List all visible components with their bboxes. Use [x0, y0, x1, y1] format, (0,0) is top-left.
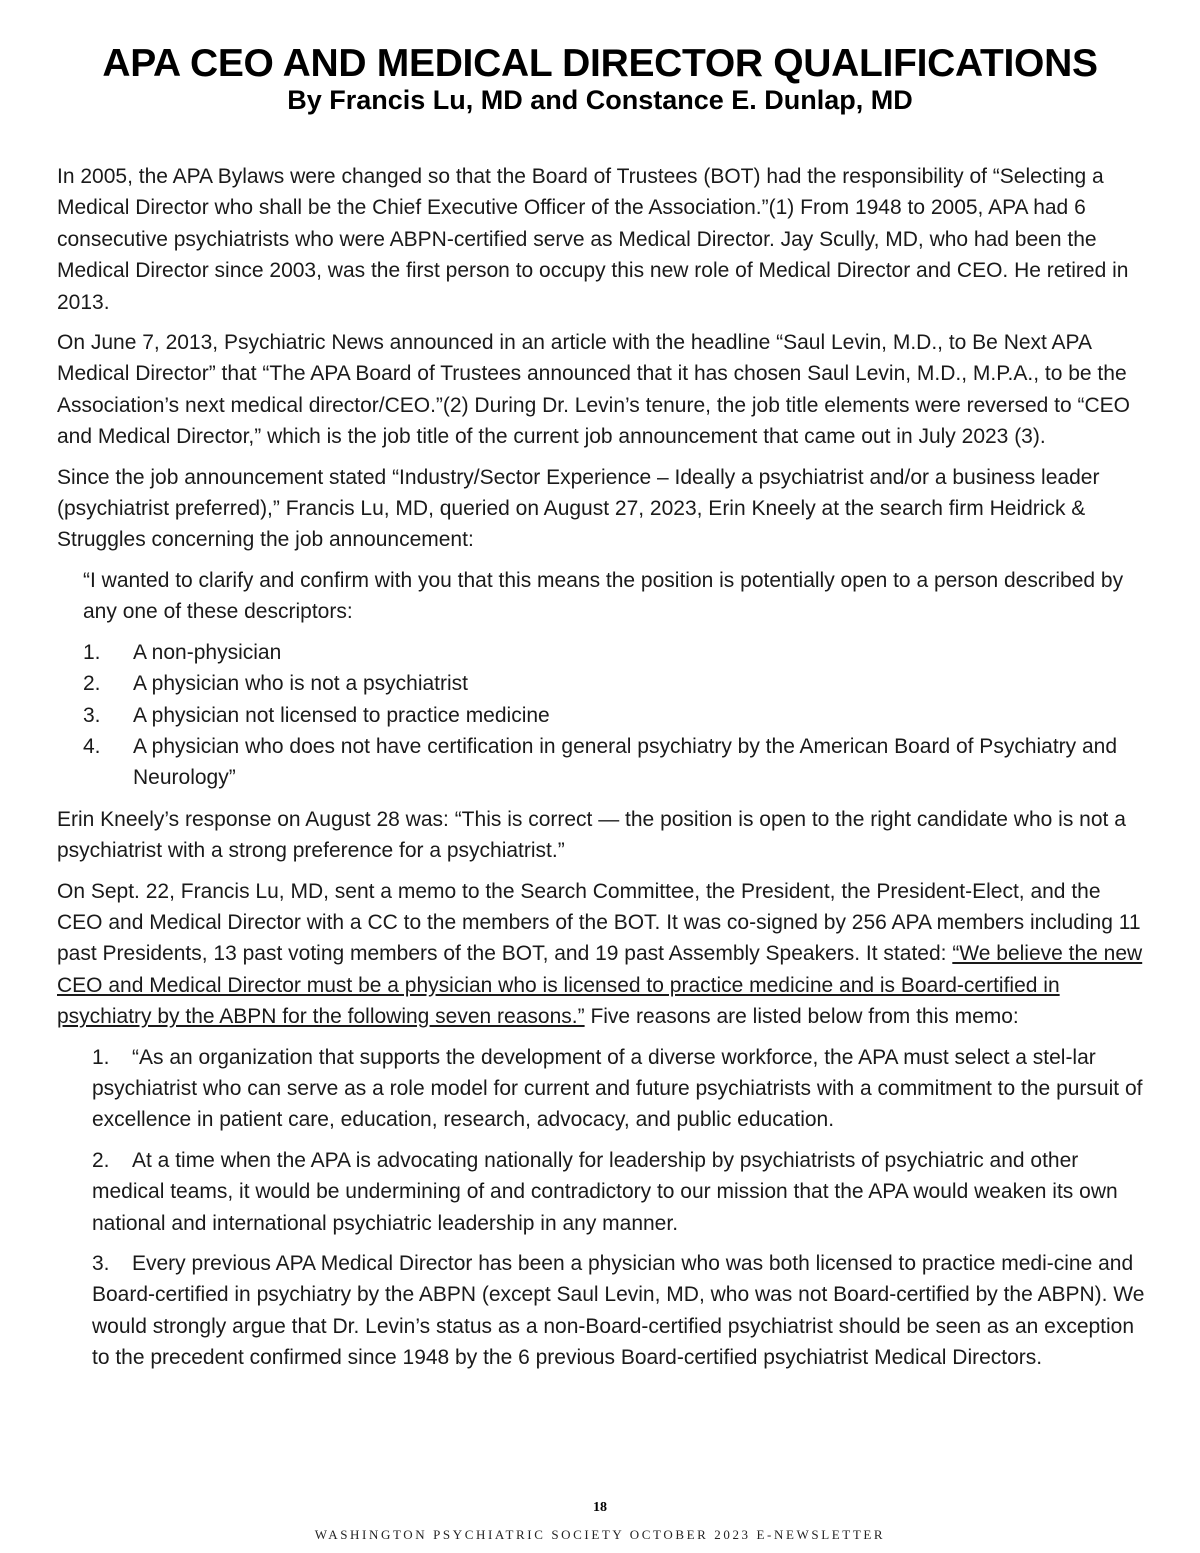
memo-underlined-quote: “We believe the new CEO and Medical Director must be a physician who is licensed to practice medicine and is Board-certified in psychiatry by the ABPN for the following seven reasons.” — [57, 942, 1143, 1029]
list-item: 3. Every previous APA Medical Director has been a physician who was both licensed to practice medi-cine and Board-certified in psychiatry by the ABPN (except Saul Levin, MD, who was not Board-certified by the ABPN). We would strongly argue that Dr. Levin’s status as a non-Board-certified psychiatrist should be seen as an exception to the precedent confirmed since 1948 by the 6 previous Board-certified psychiatrist Medical Directors. — [92, 1252, 1145, 1370]
article-body — [57, 161, 1147, 1383]
list-item: 2. At a time when the APA is advocating nationally for leadership by psychiatrists of psychiatric and other medical teams, it would be undermining of and contradictory to our mission that the APA would weaken its own national and international psychiatric leadership in any manner. — [92, 1148, 1118, 1235]
list-item: 1. “As an organization that supports the development of a diverse workforce, the APA must select a stel-lar psychiatrist who can serve as a role model for current and future psychiatrists with a commitment to the pursuit of excellence in patient care, education, research, advocacy, and public education. — [92, 1045, 1143, 1132]
memo-tail: Five reasons are listed below from this memo: — [584, 1005, 1019, 1029]
list-item: 1. A non-physician — [83, 640, 282, 664]
article-byline: By Francis Lu, MD and Constance E. Dunlap, MD — [287, 85, 913, 115]
memo-lead: On Sept. 22, Francis Lu, MD, sent a memo to the Search Committee, the President, the President-Elect, and the CEO and Medical Director with a CC to the members of the BOT. It was co-signed by 256 APA members including 11 past Presidents, 13 past voting members of the BOT, and 19 past Assembly Speakers. It stated: — [57, 879, 1141, 966]
descriptor-list — [83, 637, 1147, 794]
publication-footer: WASHINGTON PSYCHIATRIC SOCIETY OCTOBER 2023 E-NEWSLETTER — [314, 1527, 886, 1542]
list-item: 2. A physician who is not a psychiatrist — [83, 672, 468, 696]
list-item: 4. A physician who does not have certification in general psychiatry by the American Board of Psychiatry and Neurology” — [83, 734, 1118, 790]
page-number: 18 — [593, 1500, 607, 1515]
article-title: APA CEO AND MEDICAL DIRECTOR QUALIFICATIONS — [102, 42, 1098, 85]
email-quote-intro: “I wanted to clarify and confirm with you that this means the position is potentially open to a person described by any one of these descriptors: — [83, 568, 1124, 624]
paragraph-memo — [57, 876, 1147, 1033]
reasons-list — [92, 1042, 1147, 1374]
list-item: 3. A physician not licensed to practice medicine — [83, 703, 550, 727]
paragraph-levin: On June 7, 2013, Psychiatric News announced in an article with the headline “Saul Levin, M.D., to Be Next APA Medical Director” that “The APA Board of Trustees announced that it has chosen Saul Levin, M.D., M.P.A., to be the Association’s next medical director/CEO.”(2) During Dr. Levin’s tenure, the job title elements were reversed to “CEO and Medical Director,” which is the job title of the current job announcement that came out in July 2023 (3). — [57, 331, 1131, 449]
paragraph-job-announcement: Since the job announcement stated “Industry/Sector Experience – Ideally a psychiatrist and/or a business leader (psychiatrist preferred),” Francis Lu, MD, queried on August 27, 2023, Erin Kneely at the search firm Heidrick & Struggles concerning the job announcement: — [57, 465, 1100, 552]
paragraph-response: Erin Kneely’s response on August 28 was: “This is correct — the position is open to the right candidate who is not a psychiatrist with a strong preference for a psychiatrist.” — [57, 807, 1126, 863]
paragraph-bylaws: In 2005, the APA Bylaws were changed so that the Board of Trustees (BOT) had the responsibility of “Selecting a Medical Director who shall be the Chief Executive Officer of the Association.”(1) From 1948 to 2005, APA had 6 consecutive psychiatrists who were ABPN-certified serve as Medical Director. Jay Scully, MD, who had been the Medical Director since 2003, was the first person to occupy this new role of Medical Director and CEO. He retired in 2013. — [57, 165, 1129, 314]
